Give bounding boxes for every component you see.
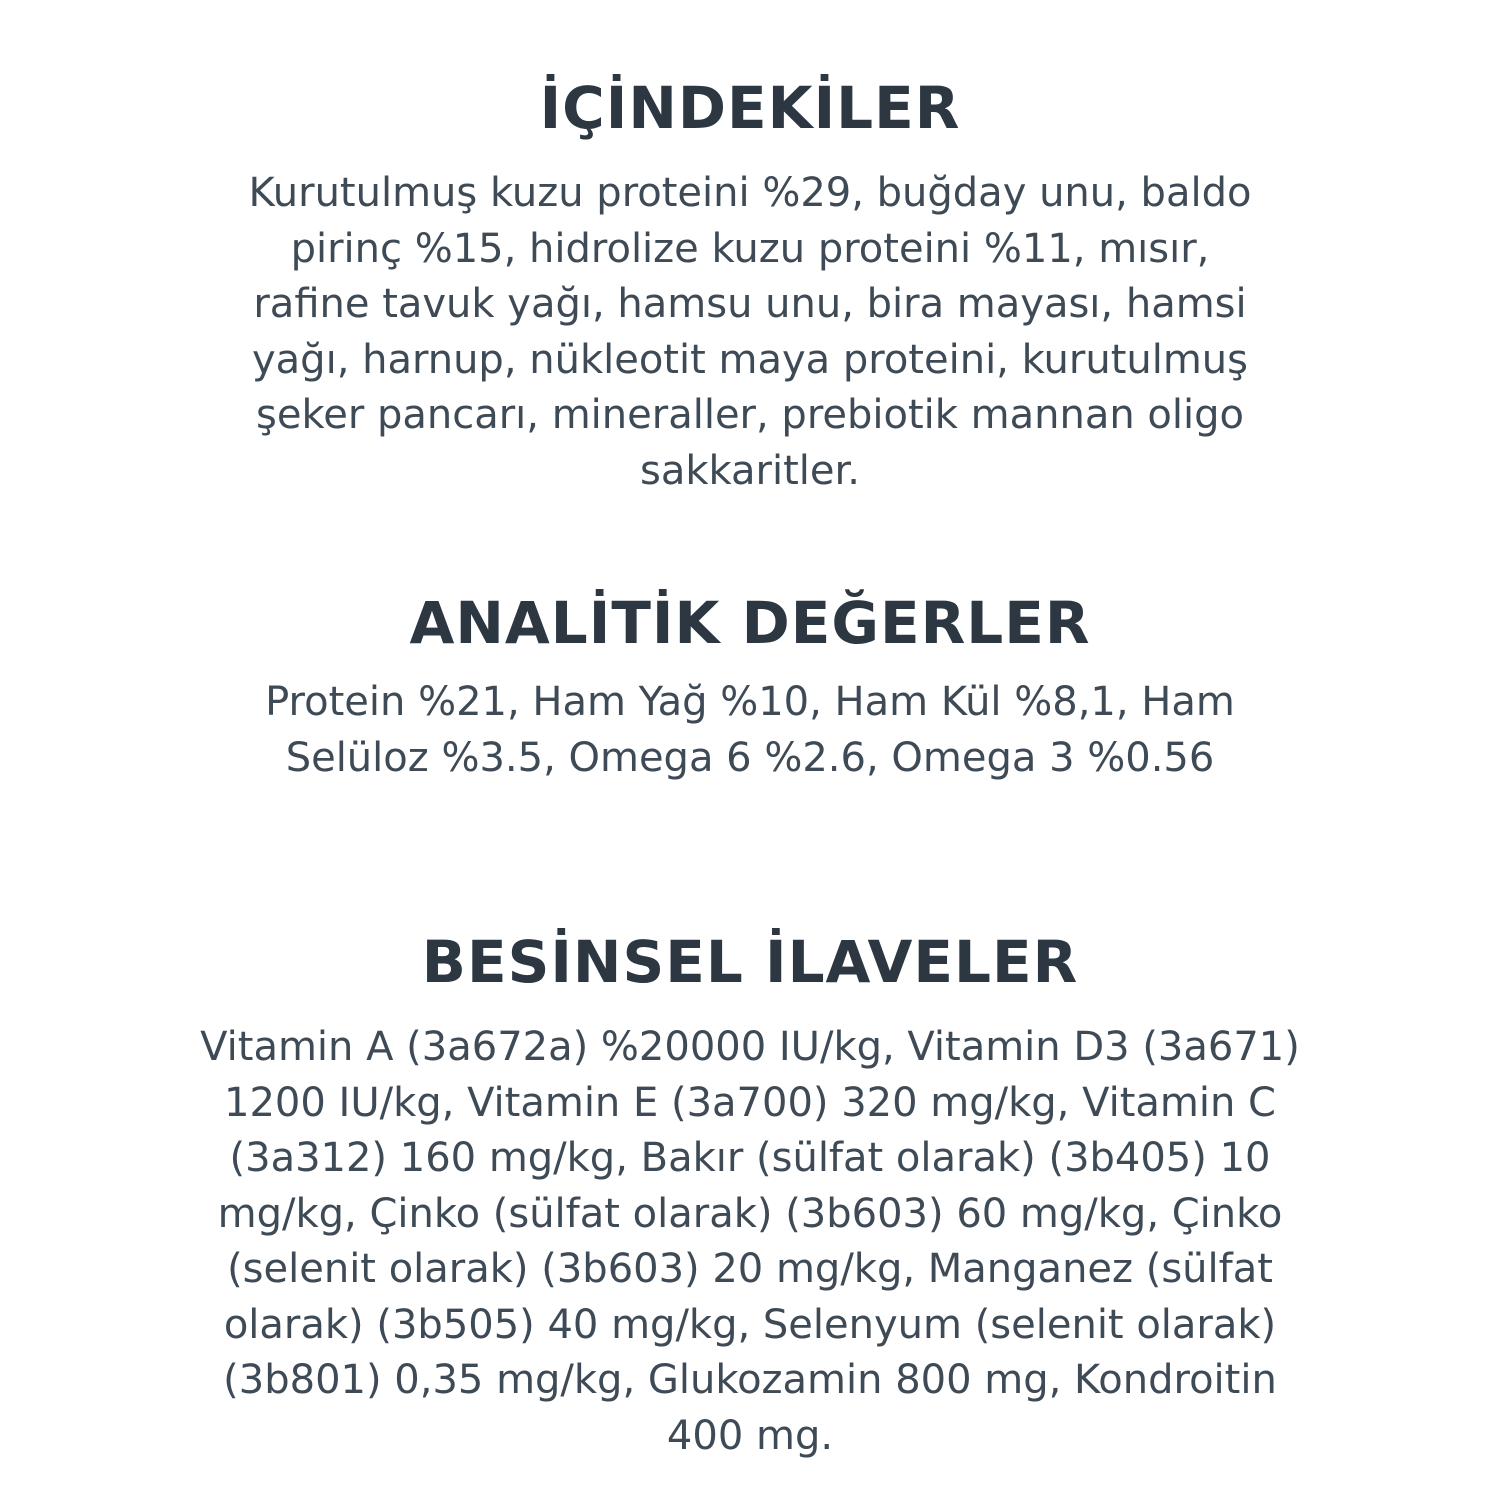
analytic-values-section (150, 587, 1350, 786)
nutritional-additives-heading: BESİNSEL İLAVELER (421, 928, 1079, 996)
analytic-values-heading: ANALİTİK DEĞERLER (409, 589, 1091, 657)
ingredients-text: Kurutulmuş kuzu proteini %29, buğday unu, baldo pirinç %15, hidrolize kuzu proteini %11, mısır, rafine tavuk yağı, hamsu unu, bira mayası, hamsi yağı, harnup, nükleotit maya proteini, kurutulmuş şeker pancarı, mineraller, prebiotik mannan oligo sakkaritler. (248, 170, 1252, 494)
nutritional-additives-section (150, 926, 1350, 1464)
analytic-values-text: Protein %21, Ham Yağ %10, Ham Kül %8,1, Ham Selüloz %3.5, Omega 6 %2.6, Omega 3 %0.56 (265, 679, 1235, 781)
ingredients-section (150, 72, 1350, 499)
ingredients-heading: İÇİNDEKİLER (539, 74, 961, 142)
nutritional-additives-text: Vitamin A (3a672a) %20000 IU/kg, Vitamin D3 (3a671) 1200 IU/kg, Vitamin E (3a700) 320 mg/kg, Vitamin C (3a312) 160 mg/kg, Bakır (sülfat olarak) (3b405) 10 mg/kg, Çinko (sülfat olarak) (3b603) 60 mg/kg, Çinko (selenit olarak) (3b603) 20 mg/kg, Manganez (sülfat olarak) (3b505) 40 mg/kg, Selenyum (selenit olarak) (3b801) 0,35 mg/kg, Glukozamin 800 mg, Kondroitin 400 mg. (200, 1024, 1300, 1459)
